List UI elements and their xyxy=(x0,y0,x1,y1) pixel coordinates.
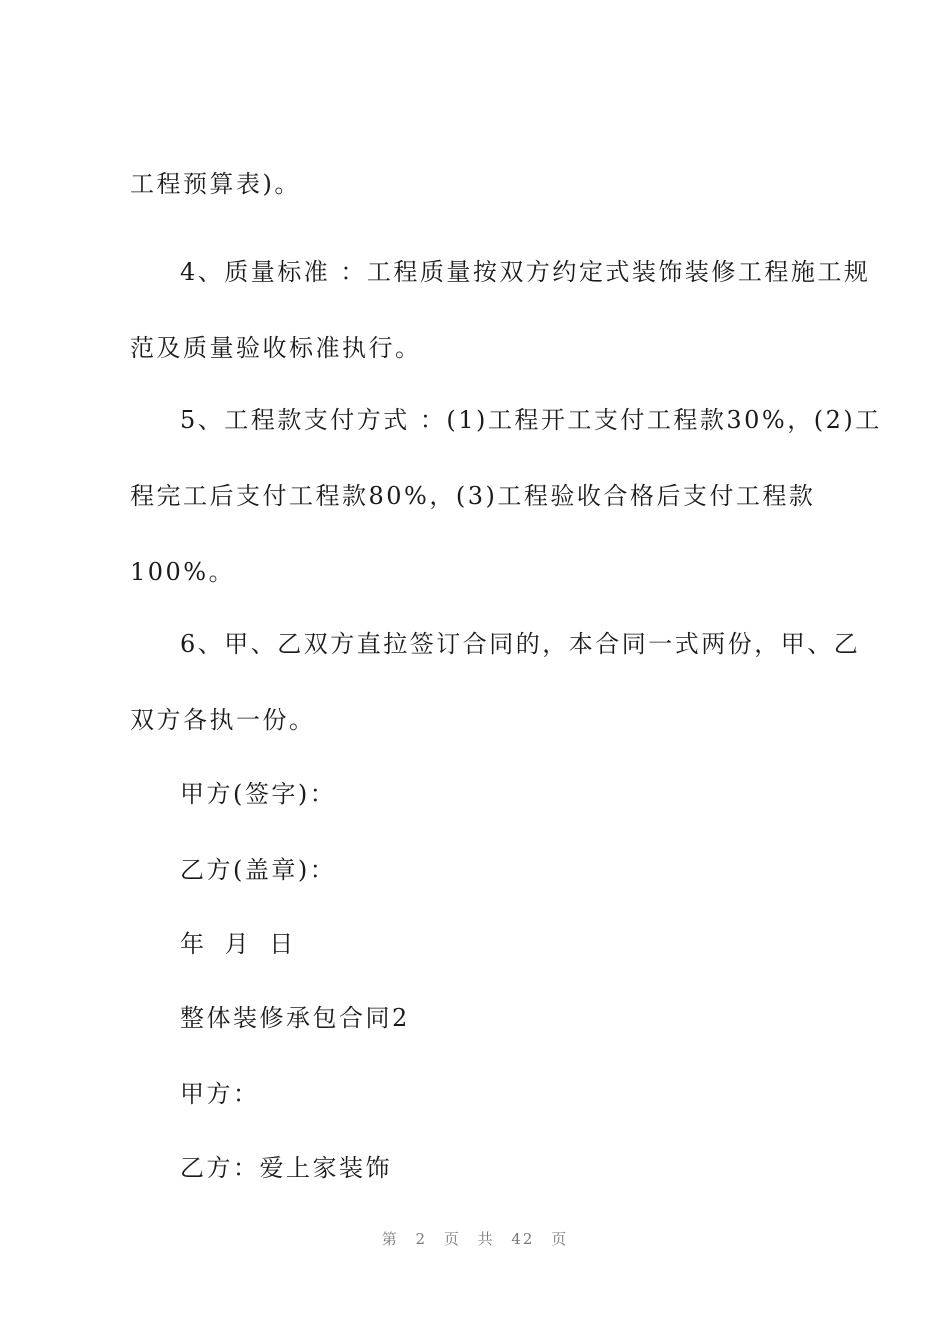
text-line: 4、质量标准 ：工程质量按双方约定式装饰装修工程施工规 xyxy=(180,258,871,286)
section-title: 整体装修承包合同2 xyxy=(180,1004,410,1032)
text-line: 程完工后支付工程款80%，(3)工程验收合格后支付工程款 xyxy=(130,482,816,510)
seal-label-party-b: 乙方(盖章)： xyxy=(180,856,337,884)
signature-label-party-a: 甲方(签字)： xyxy=(180,780,337,808)
text-line: 5、工程款支付方式 ：(1)工程开工支付工程款30%，(2)工 xyxy=(180,406,882,434)
text-line: 工程预算表)。 xyxy=(130,170,301,198)
text-line: 双方各执一份。 xyxy=(130,706,316,734)
text-line: 6、甲、乙双方直拉签订合同的，本合同一式两份，甲、乙 xyxy=(180,630,861,658)
party-b-label: 乙方：爱上家装饰 xyxy=(180,1154,392,1182)
page-number-footer: 第 2 页 共 42 页 xyxy=(381,1230,569,1248)
date-line: 年 月 日 xyxy=(180,930,296,958)
party-a-label: 甲方： xyxy=(180,1080,260,1108)
text-line: 范及质量验收标准执行。 xyxy=(130,334,422,362)
text-line: 100%。 xyxy=(130,558,236,586)
